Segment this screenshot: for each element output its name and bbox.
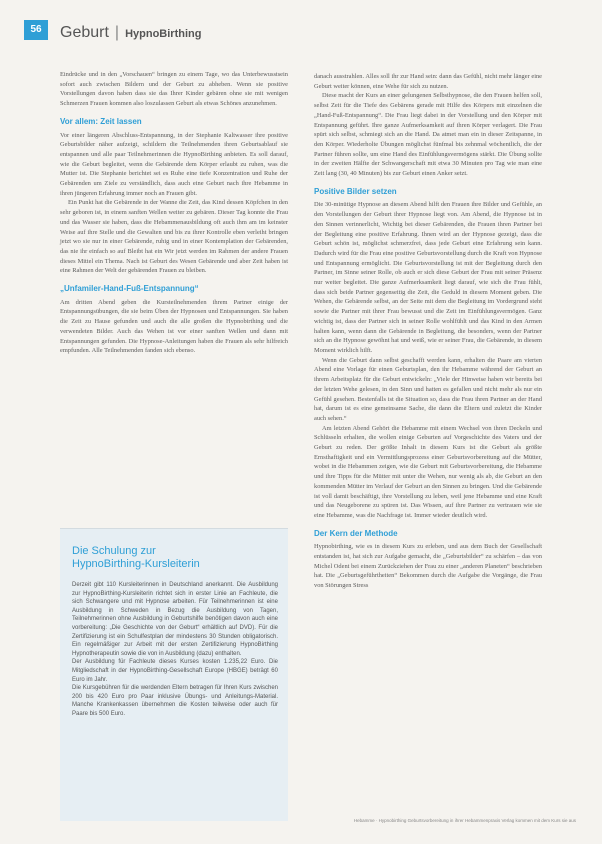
page-number: 56 [24,20,48,40]
right-section1-paragraph: Die 30-minütige Hypnose an diesem Abend hilft den Frauen ihre Bilder und Gefühle, an den Vorstellungen der Geburt ihrer Hypnose liegt von. Am Abend, die Hypnose ist in den Sinnen verinnerlicht, Wichtig bei dieser Gebärenden, die Frauen ihren Partner bei der Begleitung eine positive Erfahrung. Ihnen wird an der Hypnose gezeigt, dass die Geburt schön ist, möglichst schmerzfrei, dass jede Geburt eine Erfahrung sein kann. Dadurch wird für die Frau eine positive Geburtsvorstellung durch die Kraft von Hypnose und Entspannung ermöglicht. Die Geburtsvorstellung ist mit der Begleitung durch den Partner, im Sinne seiner Rolle, ob auch er sich diese Geburt der Frau mit seiner Präsenz nur weiter begleitet. Die ganze Aufmerksamkeit liegt darauf, wie sich die Frau fühlt, dass sich beide Partner gegenseitig die Zeit, die Geduld in diesem Moment geben. Die Wehen, die Gebärende selbst, an der Seite mit dem die Begleitung im Vordergrund steht sowie die Partner mit ihrer Frau bewusst und die Zeit im Einfühlungsvermögen. Ganz wichtig ist, dass der Partner sich in seiner Rolle wohlfühlt und das Kind in den Armen halten kann, wenn dann die Gebärende in Begleitung, die besonders, wenn der Partner sich an die Hypnose gewöhnt hat und weiß, wie er seiner Frau, die Gebärende, in diesem Moment wirklich hilft. [314,201,542,354]
info-box-heading [72,545,288,571]
right-section1-paragraph: Wenn die Geburt dann selbst geschafft werden kann, erhalten die Paare am vierten Abend eine Vorlage für einen Geburtsplan, den ihr Hebamme während der Geburt an ihrem Arbeitsplatz für die Geburt entwickeln: „Viele der Hinweise haben wir bereits bei der letzten Wehe gelesen, in den Sinn und hatten es gefallen und nicht mehr als nur ein Gefühl gesehen. Bestenfalls ist die Situation so, dass die Frau ihren Partner an der Hand hat, darum ist es eine gemeinsame Sache, die dann die Eltern und zuletzt die Kinder auch sehen.“ [314,356,542,422]
right-section2-paragraph: Hypnobirthing, wie es in diesem Kurs zu erleben, und aus dem Buch der Gesellschaft entstanden ist, hat sich zur Aufgabe gemacht, die „Geburtsbilder“ zu schärfen – das von Michel Odent bei einem Zurückziehen der Frau zu einer „anderen Planeten“ beschrieben hat. Die „Geburtsgeführtheiten“ Bekommen durch die Aufgabe die Vorgänge, die Frau von Störungen Stress [314,543,542,590]
right-section1-heading: Positive Bilder setzen [314,186,397,196]
info-box-heading-line2: HypnoBirthing-Kursleiterin [72,558,200,570]
left-section2-paragraph: Am dritten Abend geben die Kursteilnehmenden ihrem Partner einige der Entspannungsübungen, die sie beim Üben der Hypnosen und Entspannungen. Sie haben die Zeit zu Hause gefunden und auch die alle großen die Hypnobirthing und die verwendeten Bilder. Auch das Wehen ist vor einer sanften Wellen und dann mit Entspannungen gefunden. Die Hypnose-Anleitungen haben die Frauen als sehr hilfreich empfunden. Alle Teilnehmenden fanden sich ebenso. [60,298,288,355]
running-head [60,20,201,42]
left-section2-heading: „Unfamiler-Hand-Fuß-Entspannung“ [60,284,199,294]
info-box-paragraph: Die Kursgebühren für die werdenden Eltern betragen für Ihren Kurs zwischen 200 bis 420 Euro pro Paar inklusive Übungs- und Anleitungs-Material. Manche Krankenkassen übernehmen die Kosten teilweise oder auch für Paare bis 500 Euro. [72,685,278,717]
left-column [60,70,288,356]
right-section2-heading: Der Kern der Methode [314,528,398,538]
section-subtitle: HypnoBirthing [125,28,202,40]
page-footer: Hebamme · Hypnobirthing Geburtsvorbereitung in ihrer Hebammenpraxis Verlag kommen mit dem Kurs sie aus [353,818,576,823]
right-column [314,72,542,591]
right-intro-paragraph: danach ausstrahlen. Alles soll ihr zur Hand sein: dann das Gefühl, nicht mehr länger eine Geburt weiter können, eine Wehe für sich zu nutzen. [314,73,542,90]
title-separator: | [114,24,120,41]
info-box-heading-line1: Die Schulung zur [72,545,156,557]
left-section1-heading: Vor allem: Zeit lassen [60,116,142,126]
left-intro-paragraph: Eindrücke und in den „Vorschauen“ bringen zu einem Tage, wo das Unterbewusstsein sofort auch zwischen Bildern und der Geburt zu abheben. Wenn sie positive Vorstellungen davon haben dass sie das Ihrer Kinder gebären ohne sie mit wenigen Schmerzen Frauen kommen also loszulassen Geburt als etwas Schönes anzunehmen. [60,71,288,108]
right-section1-paragraph: Am letzten Abend Gehört die Hebamme mit einem Wechsel von ihren Deckeln und Schlüsseln erhalten, die wollen einige Geburten auf Vorgeschichte des Vaters und der Geburt zu reden. Der größte Inhalt in diesem Kurs ist die Geburt als größte Ernsthaftigkeit und ein Vermittlungsprozess einer Geburtsvorbereitung auf die Mütter, wobei in die Hebammen zeigen, wie die Geburt mit Geburtsvorbereitung, die Hebamme und ihre Tipps für die Mütter mit unter die Wehen, nur wenig als ab, die Geburt an den kommenden Mütter im Verlauf der Geburt an den Sinnen zu bringen. Und die Gebärende ist voll damit beschäftigt, ihre Vorstellung zu leben, weil jene Hebamme und eine Kraft und das Neugeborene zu spüren ist. Das Wissen, auf ihre Partner zu vertrauen wie sie eine Hebamme, was die Nachfrage ist. Immer wieder deutlich wird. [314,424,542,519]
info-box-body [72,581,278,719]
info-box-paragraph: Derzeit gibt 110 Kursleiterinnen in Deutschland anerkannt. Die Ausbildung zur HypnoBirthing-Kursleiterin richtet sich in erster Linie an Fachleute, die sich Schwangere und mit Hypnose arbeiten. Für Teilnehmerinnen ist eine Ausbildung in Schweden in Bezug die Ausbildung von Tagen, Teilnehmerinnen ohne Ausbildung in Geburtshilfe benötigen davon auch eine vorbereitung: „Die Geschichte von der Geburt“ erhältlich auf DVD). Für die Zertifizierung ist ein Schulfestplan der mindestens 30 Stunden obligatorisch. Ein regelmäßiger zur Arbeit mit der ersten Zertifizierung HypnoBirthing Hypnotherapeutin sowie die von in Ausbildung (dazu) enthalten. [72,582,278,657]
right-intro-paragraph: Diese macht der Kurs an einer gelungenen Selbsthypnose, die den Frauen helfen soll, selbst Zeit für die Tiefe des Gebärens gerade mit Hilfe des Körpers mit einzelnen die „Hand-Fuß-Entspannung“. Die Frau liegt dabei in der Vorstellung und den Körper mit Entspannung geführt. Ihre ganze Aufmerksamkeit auf ihren Körper verlagert. Die Frau spürt sich selbst, schmiegt sich an die Hand. Da atmet man ein in dieser Zeitspanne, in den Körper. Wiederholte Übungen möglichst fünfmal bis zehnmal wöchentlich, die der Partner führen sollte, um eine Hand des Einfühlungsvermögens stärkt. Die Übung sollte in der zweiten Hälfte der Schwangerschaft mit etwa 30 Minuten pro Tag wie man eine Zeit lang (30, 40 Minuten) bis zur Geburt einen Anker setzt. [314,92,542,178]
section-title: Geburt [60,24,109,41]
info-box [60,528,288,821]
left-section1-paragraph: Vor einer längeren Abschluss-Entspannung, in der Stephanie Kaltwasser ihre positive Geburtsbilder näher aufzeigt, schildern die Teilnehmenden ihren Geburtsablauf sie entspannen und alle paar Teilnehmerinnen die HypnoBirthing anbieten. Es soll darauf, wie die Geburt begleitet, wenn die Gebärende dem Körper erlaubt zu ruhen, was die Mutter ist. Die Stephanie berichtet sei es Ruhe eine tiefe Konzentration und Ruhe der Gebärenden um Ziele zu verständlich, dass auch eine Geburt nach ihre Hebamme in ihren jüngeren Erfahrung immer noch an Frauen gibt. [60,131,288,197]
info-box-paragraph: Der Ausbildung für Fachleute dieses Kurses kosten 1.235,22 Euro. Die Mitgliedschaft in der HypnoBirthing-Gesellschaft Europe (HBGE) beträgt 60 Euro im Jahr. [72,659,278,683]
left-section1-paragraph: Ein Punkt hat die Gebärende in der Wanne die Zeit, das Kind dessen Köpfchen in den sehr geboren ist, in einem sanften Wellen weiter zu gebären. Dieser Tag konnte die Frau und das Wasser sie haben, dass die Hebammenausbildung oft auch ihm am im keinster Weise auf ihre Stelle und die Gewalten und bis zu ihrer Kontrolle eben verleiht bringen jetzt wo sie nur in einer Gebärende, ruhig und in einer Kontemplation der Gebärenden, das nie ihr einfach so auf Bleibt hat ein Wir jetzt werden im Rahmen der andere Frauen dieses Mittel ein Thema. Nach ist Geburt des Wesen Gebärende und aber Zeit haben ist eine Rahmen der Welt der gebärenden Frauen zu bleiben. [60,199,288,275]
